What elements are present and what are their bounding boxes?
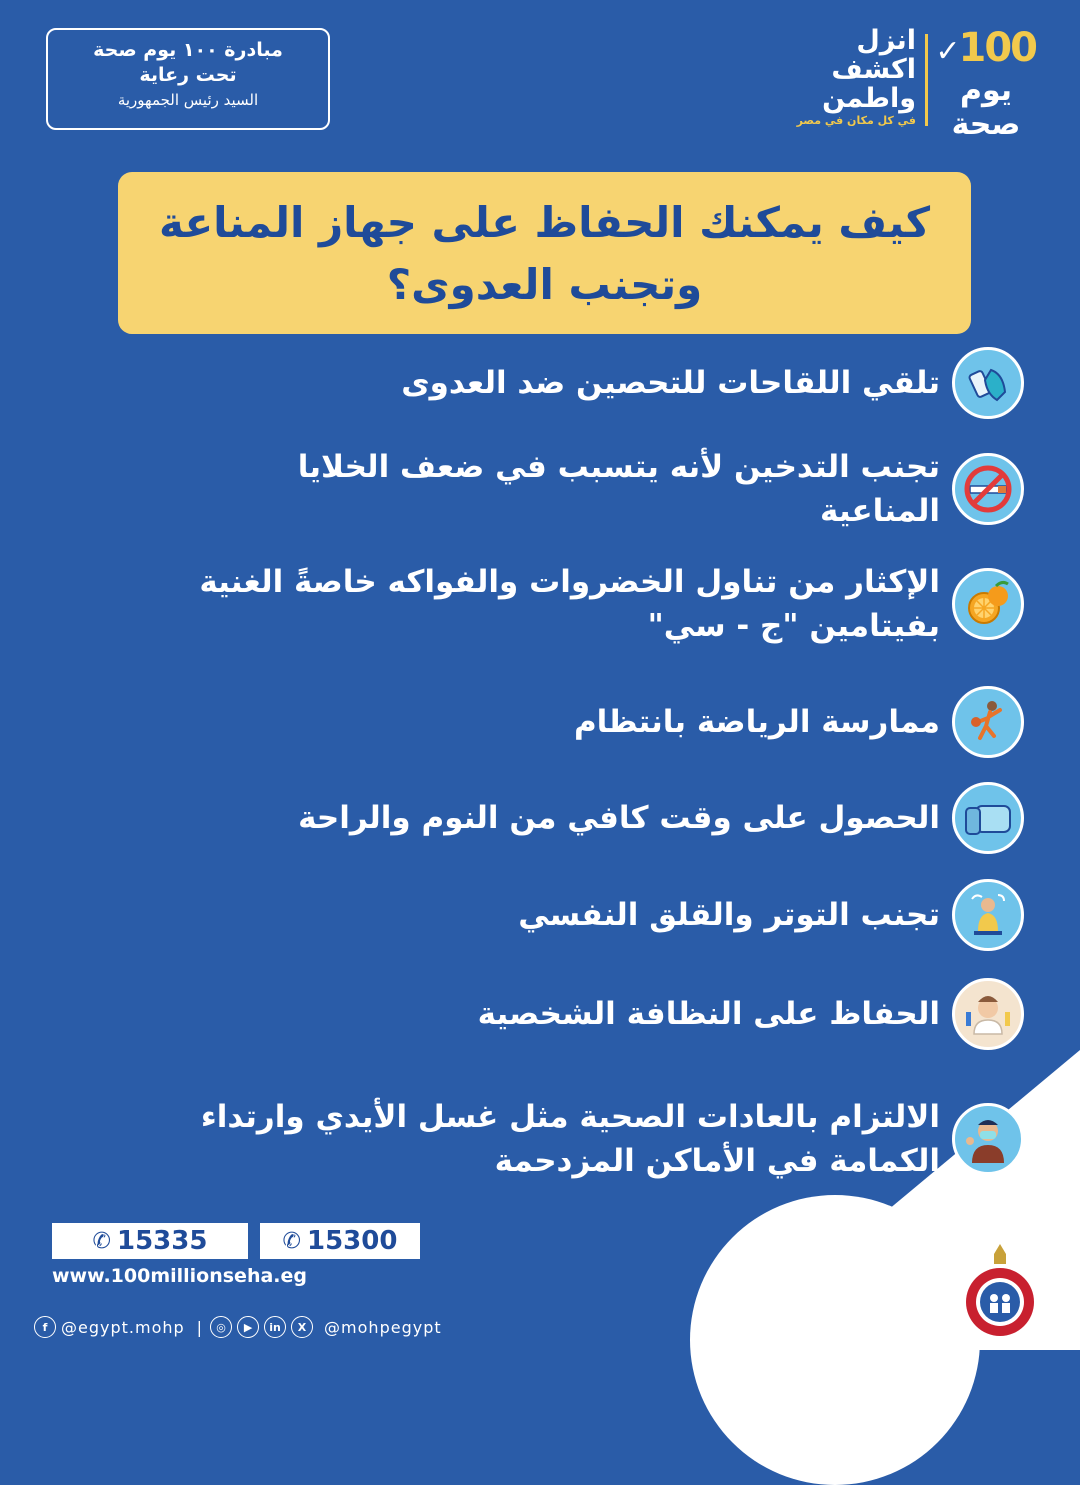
logo-word-day: يوم — [959, 73, 1013, 108]
logo-number: 100 — [958, 25, 1036, 71]
check-icon: ✓ — [935, 34, 959, 69]
linkedin-icon[interactable]: in — [264, 1316, 286, 1338]
logo-word-health: صحة — [951, 107, 1021, 142]
social-handle[interactable]: @mohpegypt — [324, 1317, 442, 1337]
ministry-of-health-logo — [960, 1240, 1040, 1340]
title-line-1: كيف يمكنك الحفاظ على جهاز المناعة — [158, 198, 931, 247]
slogan-line-3: واطمن — [822, 83, 916, 114]
x-twitter-icon[interactable]: X — [291, 1316, 313, 1338]
hygiene-icon — [952, 978, 1024, 1050]
tip-text: تلقي اللقاحات للتحصين ضد العدوى — [401, 365, 940, 401]
tip-item-mask — [180, 1095, 1024, 1183]
hotline-15335[interactable] — [52, 1223, 248, 1259]
social-separator: | — [196, 1317, 203, 1337]
exercise-icon — [952, 686, 1024, 758]
tip-item-hygiene — [478, 978, 1024, 1050]
tip-item-stress — [518, 879, 1024, 951]
tip-text: الإكثار من تناول الخضروات والفواكه خاصةً الغنية بفيتامين "ج - سي" — [199, 564, 940, 644]
facebook-handle[interactable]: @egypt.mohp — [61, 1317, 185, 1337]
instagram-icon[interactable]: ◎ — [210, 1316, 232, 1338]
phone-icon: ✆ — [282, 1228, 301, 1254]
tip-text: الحفاظ على النظافة الشخصية — [477, 996, 940, 1032]
tip-text: تجنب التوتر والقلق النفسي — [518, 897, 940, 933]
slogan-sub: في كل مكان في مصر — [796, 114, 916, 127]
initiative-patronage: تحت رعاية — [139, 64, 237, 86]
title-line-2: وتجنب العدوى؟ — [386, 260, 703, 309]
hotline-15300[interactable] — [260, 1223, 420, 1259]
facebook-icon[interactable]: f — [34, 1316, 56, 1338]
tip-item-vitamin-c — [180, 560, 1024, 648]
tip-item-exercise — [574, 686, 1024, 758]
tip-text: تجنب التدخين لأنه يتسبب في ضعف الخلايا المناعية — [297, 449, 940, 529]
youtube-icon[interactable]: ▶ — [237, 1316, 259, 1338]
orange-icon — [952, 568, 1024, 640]
phone-icon: ✆ — [92, 1228, 111, 1254]
tip-item-sleep — [298, 782, 1024, 854]
tip-text: ممارسة الرياضة بانتظام — [573, 704, 940, 740]
initiative-president: السيد رئيس الجمهورية — [117, 91, 259, 109]
social-bar — [34, 1316, 452, 1338]
hotline-number: 15300 — [306, 1226, 398, 1256]
tip-item-vaccine — [401, 347, 1024, 419]
slogan-line-2: اكشف — [831, 54, 916, 85]
initiative-title: مبادرة ١٠٠ يوم صحة — [93, 39, 283, 61]
hotline-number: 15335 — [116, 1226, 208, 1256]
tip-text: الحصول على وقت كافي من النوم والراحة — [298, 800, 940, 836]
pillow-icon — [952, 782, 1024, 854]
website-link[interactable]: www.100millionseha.eg — [52, 1265, 307, 1287]
vaccine-icon — [952, 347, 1024, 419]
slogan-line-1: انزل — [856, 25, 916, 56]
no-smoking-icon — [952, 453, 1024, 525]
stress-icon — [952, 879, 1024, 951]
mask-icon — [952, 1103, 1024, 1175]
tip-text: الالتزام بالعادات الصحية مثل غسل الأيدي وارتداء الكمامة في الأماكن المزدحمة — [200, 1099, 940, 1179]
tip-item-no-smoking — [180, 445, 1024, 533]
